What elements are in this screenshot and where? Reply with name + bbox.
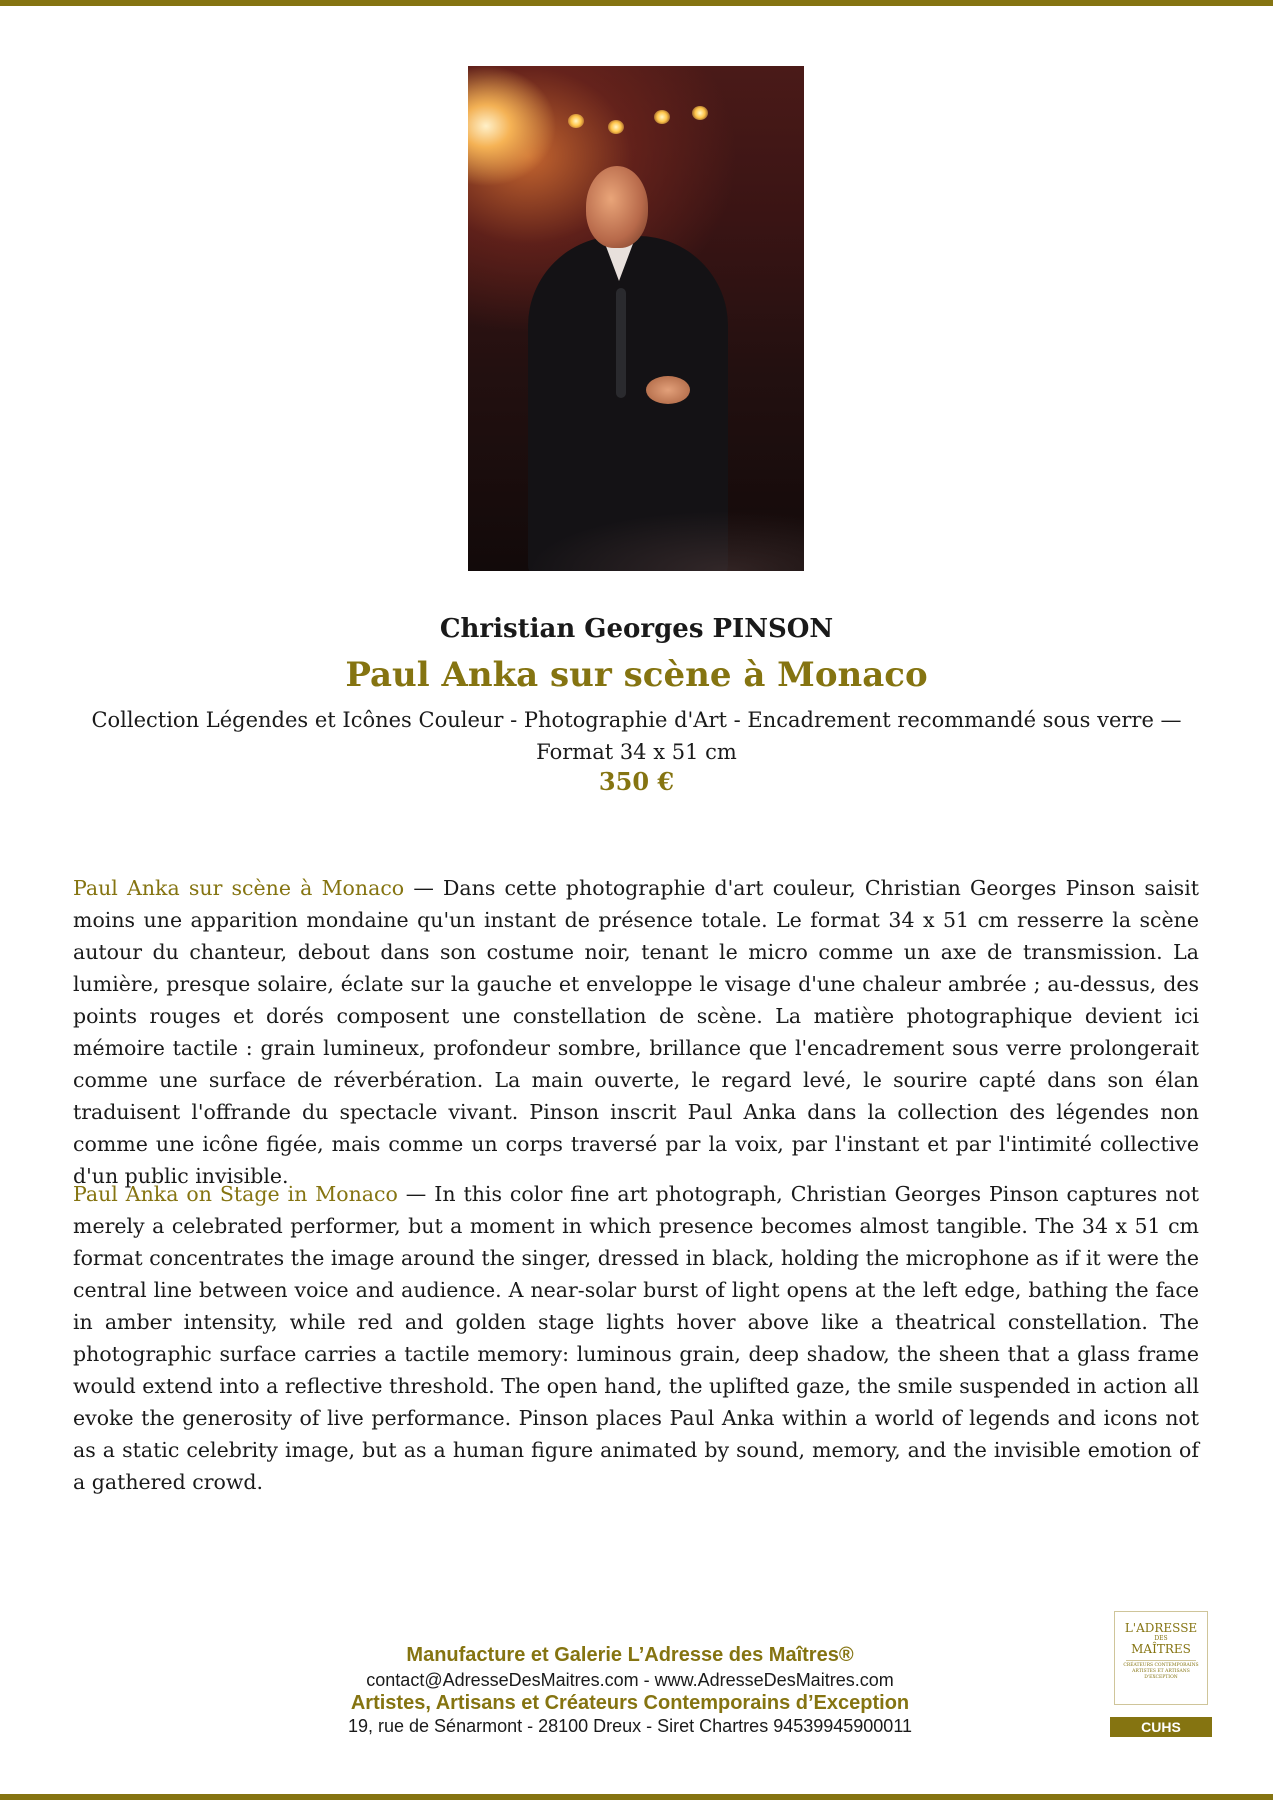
footer-gallery: Manufacture et Galerie L’Adresse des Maîtres®: [406, 1644, 854, 1666]
crowd-shadow: [468, 481, 804, 571]
description-fr-text: — Dans cette photographie d'art couleur, Christian Georges Pinson saisit moins une apparition mondaine qu'un instant de présence totale. Le format 34 x 51 cm resserre la scène autour du chanteur, debout dans son costume noir, tenant le micro comme un axe de transmission. La lumière, presque solaire, éclate sur la gauche et enveloppe le visage d'une chaleur ambrée ; au-dessus, des points rouges et dorés composent une constellation de scène. La matière photographique devient ici mémoire tactile : grain lumineux, profondeur sombre, brillance que l'encadrement sous verre prolongerait comme une surface de réverbération. La main ouverte, le regard levé, le sourire capté dans son élan traduisent l'offrande du spectacle vivant. Pinson inscrit Paul Anka dans la collection des légendes non comme une icône figée, mais comme un corps traversé par la voix, par l'instant et par l'intimité collective d'un public invisible.: [73, 876, 1199, 1188]
bottom-border: [0, 1794, 1273, 1800]
top-border: [0, 0, 1273, 6]
artwork-subtitle: Collection Légendes et Icônes Couleur - Photographie d'Art - Encadrement recommandé sous verre — Format 34 x 51 cm: [91, 708, 1182, 764]
stage-light: [654, 110, 670, 124]
logo-line1: L'ADRESSE: [1124, 1621, 1198, 1635]
description-en: [73, 1178, 1199, 1498]
logo-line2: DES: [1154, 1635, 1168, 1642]
description-en-text: — In this color fine art photograph, Christian Georges Pinson captures not merely a celebrated performer, but a moment in which presence becomes almost tangible. The 34 x 51 cm format concentrates the image around the singer, dressed in black, holding the microphone as if it were the central line between voice and audience. A near-solar burst of light opens at the left edge, bathing the face in amber intensity, while red and golden stage lights hover above like a theatrical constellation. The photographic surface carries a tactile memory: luminous grain, deep shadow, the sheen that a glass frame would extend into a reflective threshold. The open hand, the uplifted gaze, the smile suspended in action all evoke the generosity of live performance. Pinson places Paul Anka within a world of legends and icons not as a static celebrity image, but as a human figure animated by sound, memory, and the invisible emotion of a gathered crowd.: [73, 1182, 1199, 1494]
description-fr-lead: Paul Anka sur scène à Monaco: [73, 876, 405, 900]
artwork-title: Paul Anka sur scène à Monaco: [345, 655, 928, 695]
gallery-logo: [1114, 1611, 1208, 1705]
footer-address: 19, rue de Sénarmont - 28100 Dreux - Siret Chartres 94539945900011: [347, 1716, 913, 1736]
logo-divider: [1126, 1660, 1196, 1661]
description-fr: [73, 872, 1199, 1192]
footer-contact[interactable]: contact@AdresseDesMaitres.com - www.AdresseDesMaitres.com: [366, 1670, 894, 1690]
stage-light: [608, 120, 624, 134]
open-hand: [646, 376, 690, 404]
logo-line4: CRÉATEURS CONTEMPORAINS ARTISTES ET ARTISANS D'EXCEPTION: [1123, 1663, 1199, 1680]
footer-tagline: Artistes, Artisans et Créateurs Contemporains d’Exception: [350, 1692, 910, 1714]
cuhs-badge: CUHS: [1110, 1717, 1212, 1737]
stage-light: [568, 114, 584, 128]
description-en-lead: Paul Anka on Stage in Monaco: [73, 1182, 398, 1206]
microphone: [616, 288, 626, 398]
artwork-photo: [468, 66, 804, 571]
logo-line3: MAÎTRES: [1131, 1642, 1191, 1656]
stage-light: [692, 106, 708, 120]
artist-name: Christian Georges PINSON: [439, 614, 834, 644]
singer-head: [586, 166, 648, 248]
artwork-price: 350 €: [598, 767, 675, 796]
